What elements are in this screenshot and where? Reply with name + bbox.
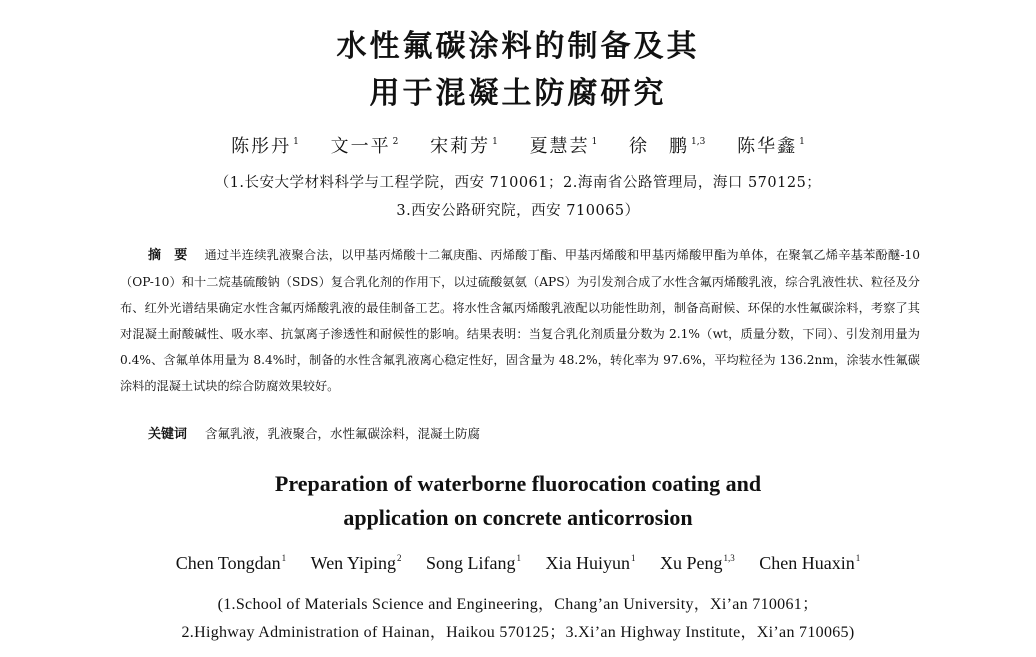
author-name: 陈华鑫: [737, 136, 798, 157]
author: [759, 546, 860, 575]
author-name: 陈彤丹: [231, 136, 292, 157]
author-affil-mark: 1: [281, 553, 287, 563]
chinese-author-list: [0, 130, 1036, 159]
english-author-list: [0, 546, 1036, 575]
author-affil-mark: 1: [631, 553, 636, 563]
author-affil-mark: 1: [516, 553, 522, 563]
chinese-affiliation-line-2: 3.西安公路研究院，西安 710065）: [396, 203, 640, 219]
author: [331, 130, 399, 159]
chinese-title-line-2: 用于混凝土防腐研究: [369, 76, 667, 111]
author: [176, 546, 286, 575]
english-affiliation-line-1: (1.School of Materials Science and Engineering，Chang’an University，Xi’an 710061；: [217, 596, 819, 613]
english-title-line-1: Preparation of waterborne fluorocation coating and: [274, 471, 762, 496]
author-affil-mark: 1: [293, 137, 299, 147]
author-name: Song Lifang: [426, 553, 516, 573]
author: [426, 546, 521, 575]
author-affil-mark: 1,3: [723, 553, 735, 563]
author: [530, 130, 598, 159]
keywords: [148, 423, 480, 446]
author-affil-mark: 1: [799, 137, 805, 147]
author-affil-mark: 1: [591, 137, 598, 147]
author: [660, 546, 735, 575]
author: [546, 546, 636, 575]
author: [311, 546, 402, 575]
author-affil-mark: 1: [855, 553, 861, 563]
abstract: [120, 242, 920, 399]
chinese-affiliation-line-1: （1.长安大学材料科学与工程学院，西安 710061；2.海南省公路管理局，海口 570125；: [214, 175, 822, 191]
author-name: Chen Tongdan: [175, 553, 281, 573]
author-name: Wen Yiping: [310, 553, 397, 573]
author-affil-mark: 1,3: [691, 137, 706, 147]
chinese-title-line-1: 水性氟碳涂料的制备及其: [336, 29, 700, 64]
english-title-line-2: application on concrete anticorrosion: [343, 505, 693, 530]
author-affil-mark: 1: [492, 137, 498, 147]
author-affil-mark: 2: [397, 553, 402, 563]
author: [231, 130, 299, 159]
author-affil-mark: 2: [392, 137, 399, 147]
author-name: 徐 鹏: [629, 136, 690, 157]
abstract-label: 摘要: [148, 248, 201, 263]
author-name: Xu Peng: [660, 553, 723, 573]
author: [430, 130, 498, 159]
author-name: 宋莉芳: [430, 136, 491, 157]
author-name: Xia Huiyun: [545, 553, 631, 573]
author-name: 文一平: [330, 136, 391, 157]
english-affiliation-line-2: 2.Highway Administration of Hainan，Haikou 570125；3.Xi’an Highway Institute，Xi’an 710065): [181, 624, 855, 641]
author-name: 夏慧芸: [529, 136, 590, 157]
keywords-label: 关键词: [148, 427, 188, 442]
author: [629, 130, 705, 159]
abstract-text: 通过半连续乳液聚合法，以甲基丙烯酸十二氟庚酯、丙烯酸丁酯、甲基丙烯酸和甲基丙烯酸甲酯为单体，在聚氧乙烯辛基苯酚醚-10（OP-10）和十二烷基硫酸钠（SDS）复合乳化剂的作用下，以过硫酸氨氨（APS）为引发剂合成了水性含氟丙烯酸乳液，综合乳液性状、粒径及分布、红外光谱结果确定水性含氟丙烯酸乳液的最佳制备工艺。将水性含氟丙烯酸乳液配以功能性助剂，制备高耐候、环保的水性氟碳涂料，考察了其对混凝土耐酸碱性、吸水率、抗氯离子渗透性和耐候性的影响。结果表明：当复合乳化剂质量分数为 2.1%（wt，质量分数，下同）、引发剂用量为 0.4%、含氟单体用量为 8.4%时，制备的水性含氟乳液离心稳定性好，固含量为 48.2%，转化率为 97.6%，平均粒径为 136.2nm，涂装水性氟碳涂料的混凝土试块的综合防腐效果较好。: [120, 248, 920, 393]
author-name: Chen Huaxin: [759, 553, 855, 573]
keywords-text: 含氟乳液，乳液聚合，水性氟碳涂料，混凝土防腐: [205, 426, 481, 441]
author: [737, 130, 805, 159]
